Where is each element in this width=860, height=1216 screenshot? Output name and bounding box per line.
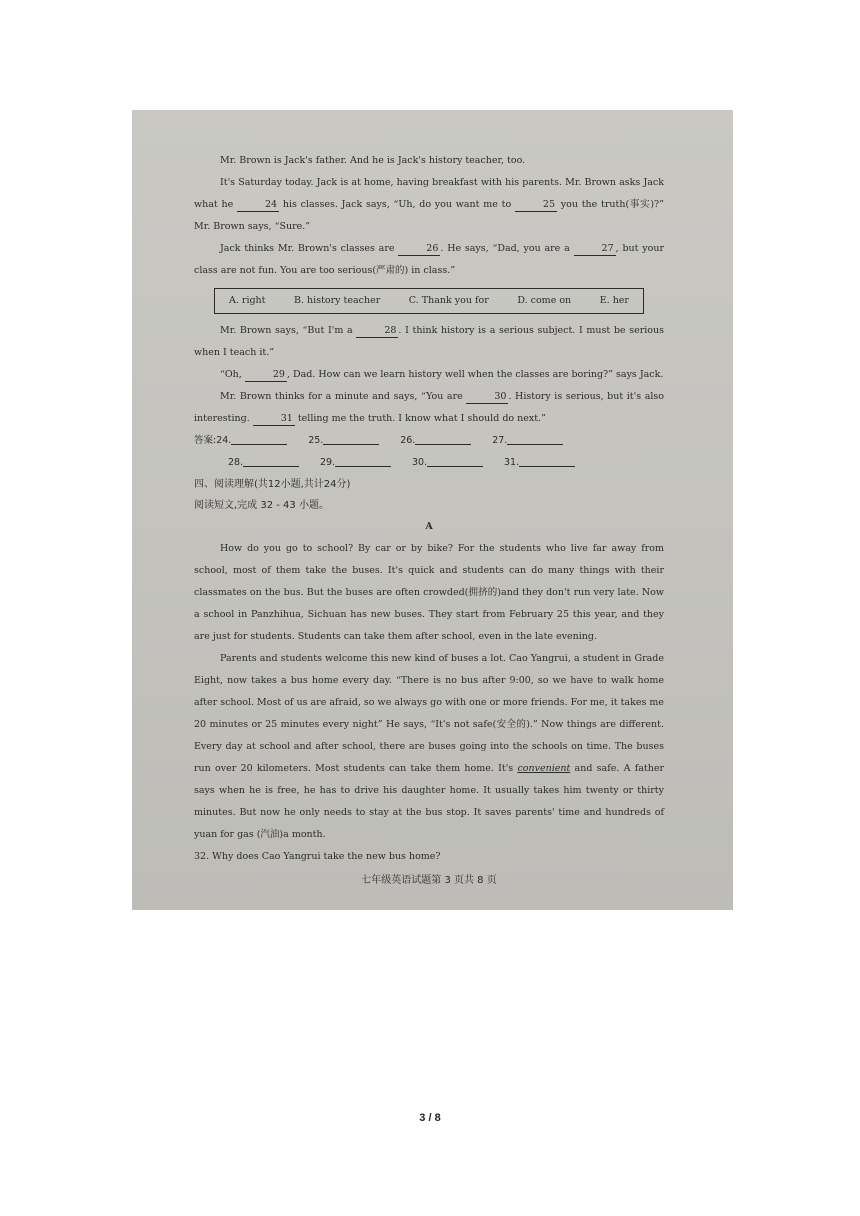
section-4-instruction: 阅读短文,完成 32 - 43 小题。 (194, 500, 329, 511)
text-run: It's Saturday today. Jack is at home, having breakfast with his parents. Mr. Brown asks Jack what he (194, 177, 664, 210)
answer-number: 26. (400, 435, 416, 446)
answer-slot (412, 452, 504, 474)
answer-row-1 (194, 430, 664, 452)
story-paragraph-6 (194, 386, 664, 430)
answer-number: 25. (308, 435, 324, 446)
page-content (194, 150, 664, 892)
answer-row-2 (194, 452, 664, 474)
blank-27: 27 (574, 243, 616, 256)
passage-label: A (425, 521, 433, 532)
answer-number: 30. (412, 457, 428, 468)
answer-line (323, 432, 379, 445)
answer-line (335, 454, 391, 467)
answer-number: 24. (216, 435, 232, 446)
answer-line (415, 432, 471, 445)
blank-24: 24 (237, 199, 279, 212)
answer-number: 31. (504, 457, 520, 468)
word-options-box (214, 288, 644, 314)
answer-number: 29. (320, 457, 336, 468)
answer-line (427, 454, 483, 467)
story-paragraph-4 (194, 320, 664, 364)
text-run: Parents and students welcome this new kind of buses a lot. Cao Yangrui, a student in Grade Eight, now takes a bus home every day. “There is no bus after 9:00, so we have to walk home after school. Most of us are afraid, so we always go with one or more friends. For me, it takes me 20 minutes or 25 minutes every night” He says, “It's not safe(安全的).” Now things are different. Every day at school and after school, there are buses going into the schools on time. The buses run over 20 kilometers. Most students can take them home. It's (194, 653, 664, 774)
text-run: his classes. Jack says, “Uh, do you want me to (279, 199, 515, 210)
page-number: 3 / 8 (419, 1112, 441, 1124)
answer-line (519, 454, 575, 467)
blank-31: 31 (253, 413, 295, 426)
answer-slot (504, 452, 596, 474)
blank-30: 30 (466, 391, 508, 404)
section-4-title: 四、阅读理解(共12小题,共计24分) (194, 479, 351, 490)
answer-number: 28. (228, 457, 244, 468)
answer-slot (492, 430, 584, 452)
underlined-word: convenient (517, 763, 571, 774)
story-paragraph-2 (194, 172, 664, 238)
blank-28: 28 (356, 325, 398, 338)
option-e: E. her (599, 295, 629, 306)
answer-slot (308, 430, 400, 452)
text-run: Mr. Brown says, “But I'm a (220, 325, 357, 336)
story-paragraph-3 (194, 238, 664, 282)
text-run: Jack thinks Mr. Brown's classes are (220, 243, 399, 254)
answer-line (507, 432, 563, 445)
blank-26: 26 (398, 243, 440, 256)
text-run: . He says, “Dad, you are a (440, 243, 574, 254)
text-run: and safe. A father says when he is free, he has to drive his daughter home. It usually takes him twenty or thirty minutes. But now he only needs to stay at the bus stop. It saves parents' time and hundreds of yuan for gas (汽油)a month. (194, 763, 665, 840)
question-32: 32. Why does Cao Yangrui take the new bus home? (194, 851, 441, 862)
option-c: C. Thank you for (408, 295, 489, 306)
exam-page-footer: 七年级英语试题第 3 页共 8 页 (361, 875, 497, 886)
text-run: “Oh, (220, 369, 245, 380)
answer-number: 27. (492, 435, 508, 446)
passage-a-paragraph-1: How do you go to school? By car or by bike? For the students who live far away from school, most of them take the buses. It's quick and students can do many things with their classmates on the bus. But the buses are often crowded(拥挤的)and they don't run very late. Now a school in Panzhihua, Sichuan has new buses. They start from February 25 this year, and they are just for students. Students can take them after school, even in the late evening. (194, 543, 664, 642)
option-a: A. right (229, 295, 266, 306)
answer-slot (228, 452, 320, 474)
text-run: . History is serious, but it's also interesting. (194, 391, 664, 424)
text-run: , but your class are not fun. You are too serious(严肃的) in class.” (194, 243, 664, 276)
answer-label: 答案: (194, 435, 217, 446)
answer-line (231, 432, 287, 445)
blank-25: 25 (515, 199, 557, 212)
text-run: telling me the truth. I know what I should do next.” (294, 413, 546, 424)
story-paragraph-5 (194, 364, 664, 386)
text-run: . I think history is a serious subject. I must be serious when I teach it.” (194, 325, 664, 358)
scanned-page-photo (132, 110, 733, 910)
blank-29: 29 (245, 369, 287, 382)
passage-a-paragraph-2 (194, 648, 664, 846)
text-run: Mr. Brown thinks for a minute and says, “You are (220, 391, 467, 402)
option-d: D. come on (517, 295, 572, 306)
answer-slot (216, 430, 308, 452)
text-run: , Dad. How can we learn history well when the classes are boring?” says Jack. (286, 369, 664, 380)
story-line-1: Mr. Brown is Jack's father. And he is Jack's history teacher, too. (220, 155, 526, 166)
answer-slot (400, 430, 492, 452)
option-b: B. history teacher (294, 295, 381, 306)
answer-line (243, 454, 299, 467)
text-run: you the truth(事实)?” Mr. Brown says, “Sure.” (194, 199, 665, 232)
answer-slot (320, 452, 412, 474)
answer-lines (194, 430, 664, 474)
